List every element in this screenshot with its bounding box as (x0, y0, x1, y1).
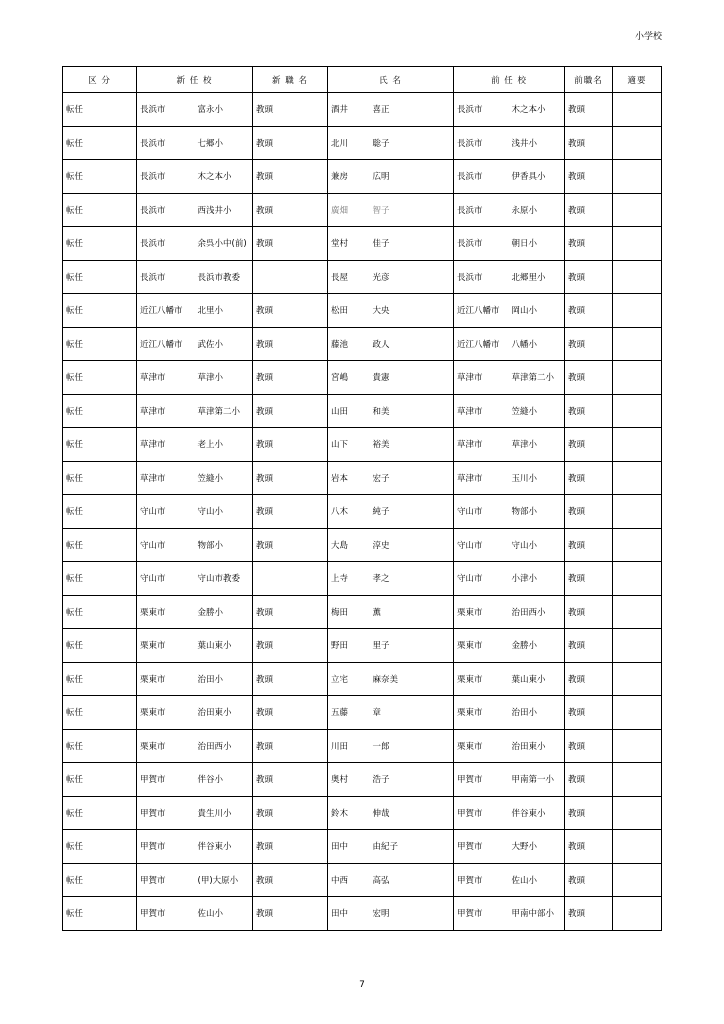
category-cell: 転任 (63, 897, 137, 931)
prev-school-cell: 玉川小 (509, 461, 565, 495)
table-row (63, 796, 662, 830)
remarks-cell (613, 696, 662, 730)
header-new-title: 新 職 名 (253, 67, 328, 93)
remarks-cell (613, 93, 662, 127)
new-municipality-cell: 近江八幡市 (137, 294, 195, 328)
prev-title-cell: 教頭 (565, 696, 613, 730)
new-school-cell: 木之本小 (195, 160, 253, 194)
category-cell: 転任 (63, 796, 137, 830)
prev-school-cell: 伊香具小 (509, 160, 565, 194)
given-name-cell: 大央 (370, 294, 454, 328)
surname-cell: 山下 (328, 428, 370, 462)
prev-title-cell: 教頭 (565, 294, 613, 328)
remarks-cell (613, 160, 662, 194)
new-title-cell: 教頭 (253, 193, 328, 227)
new-school-cell: 治田西小 (195, 729, 253, 763)
category-cell: 転任 (63, 361, 137, 395)
surname-cell: 梅田 (328, 595, 370, 629)
new-title-cell (253, 260, 328, 294)
prev-school-cell: 北郷里小 (509, 260, 565, 294)
new-school-cell: 葉山東小 (195, 629, 253, 663)
new-title-cell: 教頭 (253, 495, 328, 529)
new-school-cell: 佐山小 (195, 897, 253, 931)
new-municipality-cell: 守山市 (137, 562, 195, 596)
new-title-cell: 教頭 (253, 160, 328, 194)
surname-cell: 八木 (328, 495, 370, 529)
given-name-cell: 広明 (370, 160, 454, 194)
new-municipality-cell: 長浜市 (137, 260, 195, 294)
table-row (63, 562, 662, 596)
prev-title-cell: 教頭 (565, 629, 613, 663)
new-municipality-cell: 長浜市 (137, 160, 195, 194)
given-name-cell: 麻奈美 (370, 662, 454, 696)
new-municipality-cell: 栗東市 (137, 662, 195, 696)
new-title-cell: 教頭 (253, 528, 328, 562)
category-cell: 転任 (63, 863, 137, 897)
prev-school-cell: 浅井小 (509, 126, 565, 160)
given-name-cell: 浩子 (370, 763, 454, 797)
prev-title-cell: 教頭 (565, 394, 613, 428)
header-name: 氏 名 (328, 67, 454, 93)
prev-school-cell: 永原小 (509, 193, 565, 227)
prev-municipality-cell: 守山市 (454, 562, 509, 596)
table-row (63, 763, 662, 797)
new-school-cell: 余呉小中(前) (195, 227, 253, 261)
given-name-cell: 伸哉 (370, 796, 454, 830)
remarks-cell (613, 830, 662, 864)
table-row (63, 327, 662, 361)
remarks-cell (613, 193, 662, 227)
new-municipality-cell: 甲賀市 (137, 897, 195, 931)
table-row (63, 93, 662, 127)
new-school-cell: 富永小 (195, 93, 253, 127)
remarks-cell (613, 897, 662, 931)
new-title-cell: 教頭 (253, 796, 328, 830)
remarks-cell (613, 361, 662, 395)
category-cell: 転任 (63, 327, 137, 361)
new-title-cell: 教頭 (253, 696, 328, 730)
new-title-cell: 教頭 (253, 327, 328, 361)
prev-school-cell: 守山小 (509, 528, 565, 562)
header-category: 区 分 (63, 67, 137, 93)
new-municipality-cell: 守山市 (137, 495, 195, 529)
prev-title-cell: 教頭 (565, 428, 613, 462)
category-cell: 転任 (63, 595, 137, 629)
new-title-cell: 教頭 (253, 461, 328, 495)
surname-cell: 長屋 (328, 260, 370, 294)
prev-municipality-cell: 草津市 (454, 394, 509, 428)
surname-cell: 岩本 (328, 461, 370, 495)
new-title-cell: 教頭 (253, 662, 328, 696)
category-cell: 転任 (63, 126, 137, 160)
surname-cell: 中西 (328, 863, 370, 897)
given-name-cell: 章 (370, 696, 454, 730)
prev-school-cell: 大野小 (509, 830, 565, 864)
prev-school-cell: 草津第二小 (509, 361, 565, 395)
new-municipality-cell: 草津市 (137, 461, 195, 495)
table-body (63, 93, 662, 931)
given-name-cell: 宏明 (370, 897, 454, 931)
new-municipality-cell: 甲賀市 (137, 830, 195, 864)
surname-cell: 藤池 (328, 327, 370, 361)
surname-cell: 奥村 (328, 763, 370, 797)
prev-municipality-cell: 栗東市 (454, 595, 509, 629)
surname-cell: 田中 (328, 830, 370, 864)
remarks-cell (613, 595, 662, 629)
remarks-cell (613, 327, 662, 361)
prev-school-cell: 八幡小 (509, 327, 565, 361)
remarks-cell (613, 294, 662, 328)
prev-title-cell: 教頭 (565, 863, 613, 897)
surname-cell: 川田 (328, 729, 370, 763)
table-row (63, 428, 662, 462)
prev-title-cell: 教頭 (565, 327, 613, 361)
new-municipality-cell: 栗東市 (137, 729, 195, 763)
remarks-cell (613, 562, 662, 596)
prev-municipality-cell: 近江八幡市 (454, 294, 509, 328)
given-name-cell: 宏子 (370, 461, 454, 495)
new-municipality-cell: 甲賀市 (137, 763, 195, 797)
prev-title-cell: 教頭 (565, 495, 613, 529)
new-school-cell: 治田東小 (195, 696, 253, 730)
table-row (63, 863, 662, 897)
category-cell: 転任 (63, 394, 137, 428)
category-cell: 転任 (63, 629, 137, 663)
prev-municipality-cell: 甲賀市 (454, 796, 509, 830)
table-row (63, 227, 662, 261)
header-remarks: 適要 (613, 67, 662, 93)
given-name-cell: 淳史 (370, 528, 454, 562)
prev-title-cell: 教頭 (565, 796, 613, 830)
given-name-cell: 純子 (370, 495, 454, 529)
new-title-cell: 教頭 (253, 126, 328, 160)
table-row (63, 294, 662, 328)
given-name-cell: 貴憲 (370, 361, 454, 395)
given-name-cell: 高弘 (370, 863, 454, 897)
header-prev-post: 前 任 校 (454, 67, 565, 93)
given-name-cell: 里子 (370, 629, 454, 663)
remarks-cell (613, 126, 662, 160)
prev-municipality-cell: 長浜市 (454, 193, 509, 227)
surname-cell: 兼房 (328, 160, 370, 194)
prev-school-cell: 木之本小 (509, 93, 565, 127)
surname-cell: 野田 (328, 629, 370, 663)
prev-title-cell: 教頭 (565, 729, 613, 763)
table-row (63, 629, 662, 663)
table-row (63, 193, 662, 227)
surname-cell: 山田 (328, 394, 370, 428)
new-municipality-cell: 長浜市 (137, 126, 195, 160)
category-cell: 転任 (63, 729, 137, 763)
table-row (63, 595, 662, 629)
given-name-cell: 由紀子 (370, 830, 454, 864)
new-school-cell: 守山市教委 (195, 562, 253, 596)
prev-municipality-cell: 草津市 (454, 461, 509, 495)
new-school-cell: 七郷小 (195, 126, 253, 160)
remarks-cell (613, 763, 662, 797)
given-name-cell: 佳子 (370, 227, 454, 261)
new-school-cell: 物部小 (195, 528, 253, 562)
prev-municipality-cell: 甲賀市 (454, 863, 509, 897)
document-category-label: 小学校 (634, 32, 662, 42)
category-cell: 転任 (63, 763, 137, 797)
prev-municipality-cell: 近江八幡市 (454, 327, 509, 361)
new-title-cell (253, 562, 328, 596)
prev-title-cell: 教頭 (565, 227, 613, 261)
prev-municipality-cell: 長浜市 (454, 93, 509, 127)
table-row (63, 662, 662, 696)
new-municipality-cell: 甲賀市 (137, 796, 195, 830)
new-school-cell: 守山小 (195, 495, 253, 529)
given-name-cell: 一郎 (370, 729, 454, 763)
new-title-cell: 教頭 (253, 394, 328, 428)
new-school-cell: 貴生川小 (195, 796, 253, 830)
table-row (63, 260, 662, 294)
given-name-cell: 智子 (370, 193, 454, 227)
table-row (63, 160, 662, 194)
new-municipality-cell: 栗東市 (137, 595, 195, 629)
given-name-cell: 孝之 (370, 562, 454, 596)
header-prev-title: 前職名 (565, 67, 613, 93)
new-title-cell: 教頭 (253, 830, 328, 864)
personnel-transfer-table (62, 66, 662, 931)
prev-municipality-cell: 守山市 (454, 495, 509, 529)
new-school-cell: 武佐小 (195, 327, 253, 361)
new-municipality-cell: 長浜市 (137, 227, 195, 261)
surname-cell: 田中 (328, 897, 370, 931)
category-cell: 転任 (63, 227, 137, 261)
given-name-cell: 裕美 (370, 428, 454, 462)
prev-school-cell: 草津小 (509, 428, 565, 462)
new-title-cell: 教頭 (253, 428, 328, 462)
prev-school-cell: 朝日小 (509, 227, 565, 261)
given-name-cell: 薫 (370, 595, 454, 629)
prev-school-cell: 物部小 (509, 495, 565, 529)
surname-cell: 北川 (328, 126, 370, 160)
given-name-cell: 喜正 (370, 93, 454, 127)
remarks-cell (613, 461, 662, 495)
remarks-cell (613, 729, 662, 763)
prev-school-cell: 治田小 (509, 696, 565, 730)
new-title-cell: 教頭 (253, 93, 328, 127)
prev-municipality-cell: 草津市 (454, 428, 509, 462)
remarks-cell (613, 227, 662, 261)
prev-municipality-cell: 栗東市 (454, 629, 509, 663)
new-title-cell: 教頭 (253, 897, 328, 931)
new-school-cell: 金勝小 (195, 595, 253, 629)
surname-cell: 松田 (328, 294, 370, 328)
table-row (63, 696, 662, 730)
prev-school-cell: 葉山東小 (509, 662, 565, 696)
category-cell: 転任 (63, 461, 137, 495)
table-row (63, 528, 662, 562)
surname-cell: 鈴木 (328, 796, 370, 830)
new-title-cell: 教頭 (253, 729, 328, 763)
given-name-cell: 政人 (370, 327, 454, 361)
prev-municipality-cell: 栗東市 (454, 662, 509, 696)
new-municipality-cell: 守山市 (137, 528, 195, 562)
remarks-cell (613, 428, 662, 462)
prev-school-cell: 甲南中部小 (509, 897, 565, 931)
new-school-cell: 草津小 (195, 361, 253, 395)
prev-school-cell: 小津小 (509, 562, 565, 596)
prev-school-cell: 佐山小 (509, 863, 565, 897)
surname-cell: 堂村 (328, 227, 370, 261)
new-school-cell: 伴谷小 (195, 763, 253, 797)
prev-title-cell: 教頭 (565, 595, 613, 629)
prev-municipality-cell: 守山市 (454, 528, 509, 562)
new-school-cell: 伴谷東小 (195, 830, 253, 864)
prev-municipality-cell: 甲賀市 (454, 830, 509, 864)
new-municipality-cell: 甲賀市 (137, 863, 195, 897)
category-cell: 転任 (63, 830, 137, 864)
prev-municipality-cell: 草津市 (454, 361, 509, 395)
category-cell: 転任 (63, 294, 137, 328)
table-row (63, 126, 662, 160)
new-title-cell: 教頭 (253, 361, 328, 395)
prev-school-cell: 金勝小 (509, 629, 565, 663)
prev-school-cell: 甲南第一小 (509, 763, 565, 797)
prev-municipality-cell: 甲賀市 (454, 763, 509, 797)
prev-school-cell: 治田西小 (509, 595, 565, 629)
new-municipality-cell: 草津市 (137, 394, 195, 428)
category-cell: 転任 (63, 160, 137, 194)
remarks-cell (613, 629, 662, 663)
category-cell: 転任 (63, 528, 137, 562)
prev-title-cell: 教頭 (565, 93, 613, 127)
prev-school-cell: 岡山小 (509, 294, 565, 328)
surname-cell: 廣畑 (328, 193, 370, 227)
table-row (63, 361, 662, 395)
new-municipality-cell: 草津市 (137, 361, 195, 395)
new-title-cell: 教頭 (253, 227, 328, 261)
new-school-cell: 老上小 (195, 428, 253, 462)
category-cell: 転任 (63, 260, 137, 294)
new-municipality-cell: 草津市 (137, 428, 195, 462)
prev-title-cell: 教頭 (565, 830, 613, 864)
given-name-cell: 聡子 (370, 126, 454, 160)
remarks-cell (613, 863, 662, 897)
surname-cell: 大島 (328, 528, 370, 562)
surname-cell: 五藤 (328, 696, 370, 730)
new-school-cell: 北里小 (195, 294, 253, 328)
remarks-cell (613, 495, 662, 529)
prev-title-cell: 教頭 (565, 160, 613, 194)
prev-municipality-cell: 栗東市 (454, 729, 509, 763)
prev-title-cell: 教頭 (565, 763, 613, 797)
new-school-cell: 笠縫小 (195, 461, 253, 495)
prev-municipality-cell: 甲賀市 (454, 897, 509, 931)
prev-title-cell: 教頭 (565, 361, 613, 395)
header-row (63, 67, 662, 93)
new-municipality-cell: 長浜市 (137, 193, 195, 227)
surname-cell: 上寺 (328, 562, 370, 596)
remarks-cell (613, 394, 662, 428)
prev-title-cell: 教頭 (565, 126, 613, 160)
prev-title-cell: 教頭 (565, 260, 613, 294)
new-school-cell: 長浜市教委 (195, 260, 253, 294)
prev-title-cell: 教頭 (565, 193, 613, 227)
prev-municipality-cell: 長浜市 (454, 160, 509, 194)
surname-cell: 酒井 (328, 93, 370, 127)
remarks-cell (613, 528, 662, 562)
category-cell: 転任 (63, 93, 137, 127)
new-school-cell: 西浅井小 (195, 193, 253, 227)
prev-municipality-cell: 長浜市 (454, 126, 509, 160)
prev-title-cell: 教頭 (565, 461, 613, 495)
prev-title-cell: 教頭 (565, 528, 613, 562)
new-title-cell: 教頭 (253, 763, 328, 797)
header-new-post: 新 任 校 (137, 67, 253, 93)
new-title-cell: 教頭 (253, 863, 328, 897)
category-cell: 転任 (63, 662, 137, 696)
new-school-cell: 草津第二小 (195, 394, 253, 428)
table-row (63, 461, 662, 495)
given-name-cell: 光彦 (370, 260, 454, 294)
surname-cell: 宮嶋 (328, 361, 370, 395)
new-title-cell: 教頭 (253, 294, 328, 328)
table-row (63, 897, 662, 931)
remarks-cell (613, 662, 662, 696)
surname-cell: 立宅 (328, 662, 370, 696)
new-school-cell: 治田小 (195, 662, 253, 696)
category-cell: 転任 (63, 428, 137, 462)
table-row (63, 394, 662, 428)
category-cell: 転任 (63, 562, 137, 596)
new-title-cell: 教頭 (253, 629, 328, 663)
new-municipality-cell: 栗東市 (137, 696, 195, 730)
prev-title-cell: 教頭 (565, 562, 613, 596)
category-cell: 転任 (63, 495, 137, 529)
prev-school-cell: 治田東小 (509, 729, 565, 763)
prev-title-cell: 教頭 (565, 897, 613, 931)
prev-municipality-cell: 長浜市 (454, 227, 509, 261)
new-school-cell: (甲)大原小 (195, 863, 253, 897)
table-row (63, 495, 662, 529)
prev-title-cell: 教頭 (565, 662, 613, 696)
table-row (63, 729, 662, 763)
remarks-cell (613, 796, 662, 830)
prev-municipality-cell: 栗東市 (454, 696, 509, 730)
table-row (63, 830, 662, 864)
prev-school-cell: 伴谷東小 (509, 796, 565, 830)
new-municipality-cell: 近江八幡市 (137, 327, 195, 361)
remarks-cell (613, 260, 662, 294)
prev-municipality-cell: 長浜市 (454, 260, 509, 294)
category-cell: 転任 (63, 193, 137, 227)
page-number: 7 (359, 980, 365, 990)
new-title-cell: 教頭 (253, 595, 328, 629)
category-cell: 転任 (63, 696, 137, 730)
given-name-cell: 和美 (370, 394, 454, 428)
new-municipality-cell: 栗東市 (137, 629, 195, 663)
prev-school-cell: 笠縫小 (509, 394, 565, 428)
new-municipality-cell: 長浜市 (137, 93, 195, 127)
